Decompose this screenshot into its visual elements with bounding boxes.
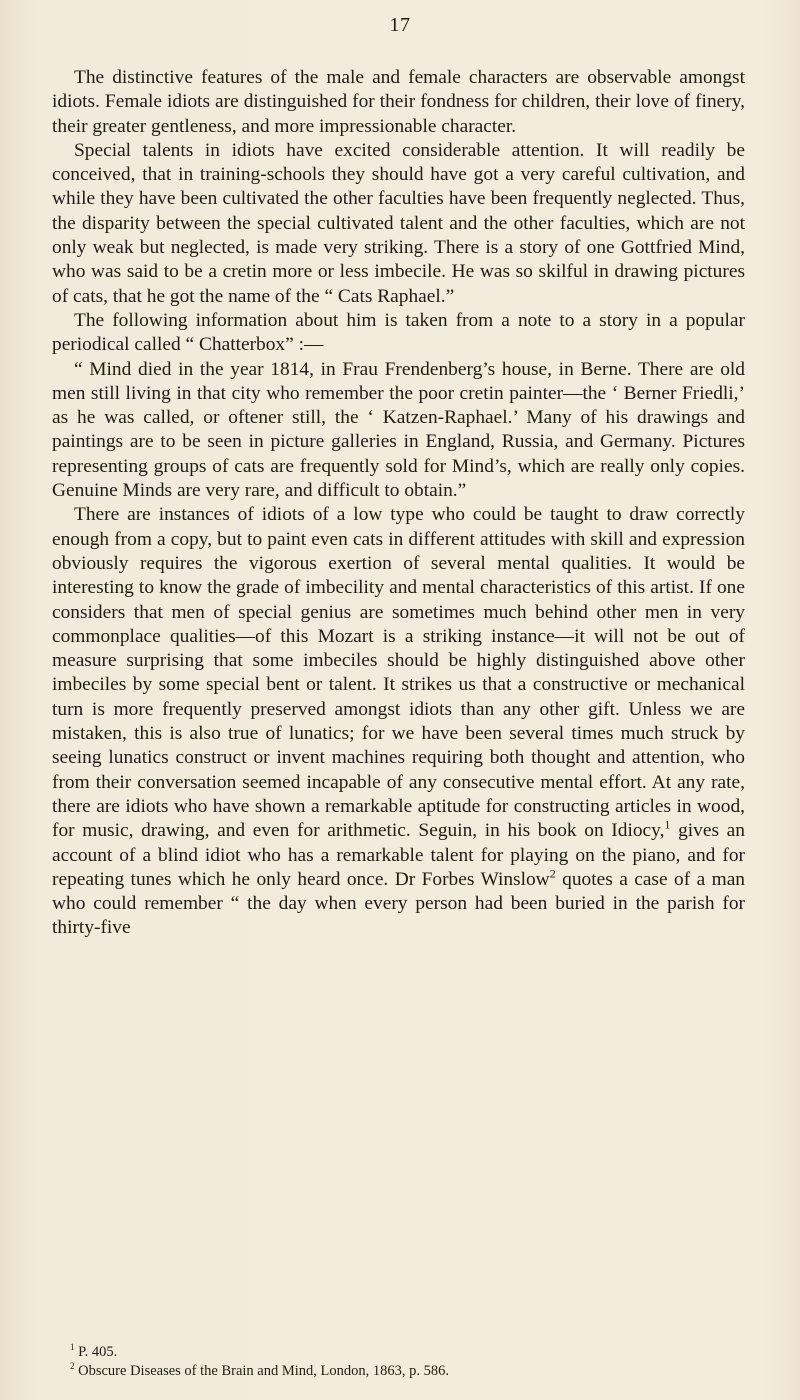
footnote-text: P. 405. [74, 1344, 118, 1360]
paragraph: “ Mind died in the year 1814, in Frau Frendenberg’s house, in Berne. There are old men still living in that city who remember the poor cretin painter—the ‘ Berner Friedli,’ as he was called, or oftener still, the ‘ Katzen-Raphael.’ Many of his drawings and paintings are to be seen in picture galleries in England, Russia, and Germany. Pictures representing groups of cats are frequently sold for Mind’s, which are really only copies. Genuine Minds are very rare, and difficult to obtain.” [52, 358, 745, 502]
footnote-text: Obscure Diseases of the Brain and Mind, London, 1863, p. 586. [74, 1363, 450, 1379]
paragraph: Special talents in idiots have excited considerable attention. It will readily be conceived, that in training-schools they should have got a very careful cultivation, and while they have been cultivated the other faculties have been frequently neglected. Thus, the disparity between the special cultivated talent and the other faculties, which are not only weak but neglected, is made very striking. There is a story of one Gottfried Mind, who was said to be a cretin more or less imbecile. He was so skilful in drawing pictures of cats, that he got the name of the “ Cats Raphael.” [52, 139, 745, 307]
paragraph: The following information about him is taken from a note to a story in a popular periodical called “ Chatterbox” :— [52, 309, 745, 356]
footnote-marker: 1 [70, 1342, 75, 1353]
footnote-reference: 1 [664, 817, 671, 832]
paragraph-text: Seguin, in his book on Idiocy, [418, 820, 665, 842]
footnote-reference: 2 [549, 866, 556, 881]
paragraph-text: quotes a case of a man who could remember “ the day when every person had been buried in the parish for thirty-five [52, 868, 746, 939]
paragraph: The distinctive features of the male and female characters are observable amongst idiots. Female idiots are distinguished for their fondness for children, their love of finery, their greater gentleness, and more impressionable character. [52, 67, 745, 137]
footnote [70, 1362, 750, 1381]
paragraph [52, 503, 745, 940]
body-text [52, 66, 745, 941]
paragraph-text: There are instances of idiots of a low type who could be taught to draw correctly enough from a copy, but to paint even cats in different attitudes with skill and expression obviously requires the vigorous exertion of several mental qualities. It would be interesting to know the grade of imbecility and mental characteristics of this artist. If one considers that men of special genius are sometimes much behind other men in very commonplace qualities—of this Mozart is a striking instance—it will not be out of measure surprising that some imbeciles should be highly distinguished above other imbeciles by some special bent or talent. It strikes us that a constructive or mechanical turn is more frequently preserved amongst idiots than any other gift. Unless we are mistaken, this is also true of lunatics; for we have been several times much struck by seeing lunatics construct or invent machines requiring both thought and attention, who from their conversation seemed incapable of any consecutive mental effort. At any rate, there are idiots who have shown a remarkable aptitude for constructing articles in wood, for music, drawing, and even for arithmetic. [52, 504, 745, 842]
footnote [70, 1343, 750, 1362]
paragraph-text: gives an account of a blind idiot who has a remarkable talent for playing on the piano, and for repeating tunes which he only heard once. Dr Forbes Winslow [52, 820, 745, 890]
footnote-marker: 2 [70, 1361, 75, 1372]
footnotes [70, 1343, 750, 1381]
page-number: 17 [389, 14, 411, 36]
